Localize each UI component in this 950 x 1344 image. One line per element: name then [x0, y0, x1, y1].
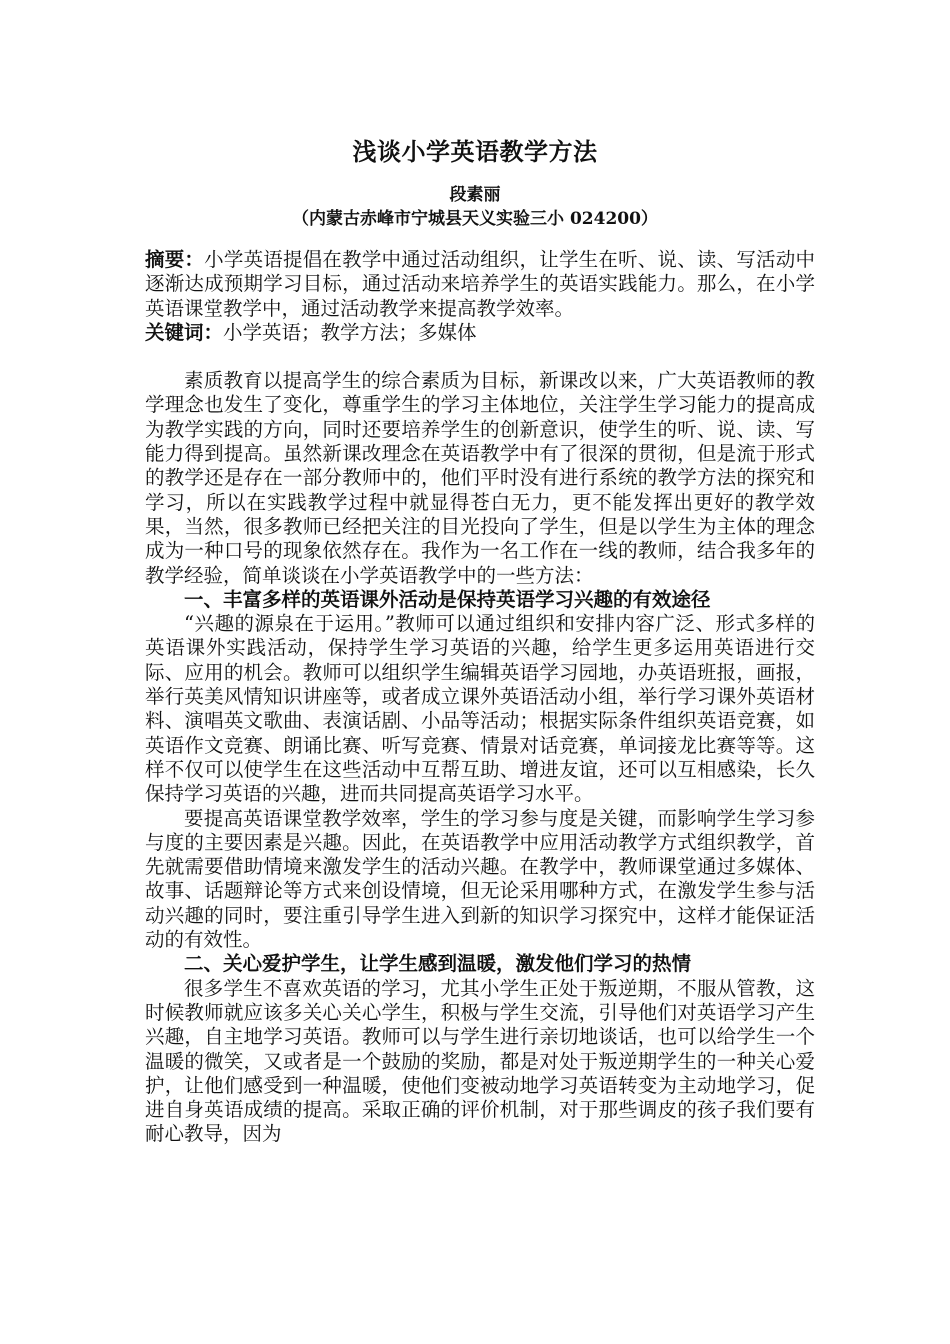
- section-heading-1: 一、丰富多样的英语课外活动是保持英语学习兴趣的有效途径: [184, 587, 711, 611]
- section2-paragraph-1: 很多学生不喜欢英语的学习，尤其小学生正处于叛逆期，不服从管教，这时候教师就应该多关心关心学生，积极与学生交流，引导他们对英语学习产生兴趣，自主地学习英语。教师可以与学生进行亲切地谈话，也可以给学生一个温暖的微笑，又或者是一个鼓励的奖励，都是对处于叛逆期学生的一种关心爱护，让他们感受到一种温暖，使他们变被动地学习英语转变为主动地学习，促进自身英语成绩的提高。采取正确的评价机制，对于那些调皮的孩子我们要有耐心教导，因为: [145, 976, 815, 1146]
- keywords-text: 小学英语；教学方法；多媒体: [223, 320, 477, 344]
- author-name: 段素丽: [449, 185, 501, 205]
- section1-paragraph-1: “兴趣的源泉在于运用。”教师可以通过组织和安排内容广泛、形式多样的英语课外实践活动，保持学生学习英语的兴趣，给学生更多运用英语进行交际、应用的机会。教师可以组织学生编辑英语学习园地，办英语班报，画报，举行英美风情知识讲座等，或者成立课外英语活动小组，举行学习课外英语材料、演唱英文歌曲、表演话剧、小品等活动；根据实际条件组织英语竞赛，如英语作文竞赛、朗诵比赛、听写竞赛、情景对话竞赛，单词接龙比赛等等。这样不仅可以使学生在这些活动中互帮互助、增进友谊，还可以互相感染，长久保持学习英语的兴趣，进而共同提高英语学习水平。: [145, 612, 815, 806]
- document-title: 浅谈小学英语教学方法: [352, 137, 598, 166]
- keywords: [145, 321, 815, 345]
- keywords-label: 关键词：: [145, 320, 224, 344]
- author-affiliation: （内蒙古赤峰市宁城县天义实验三小 024200）: [292, 209, 658, 229]
- section1-paragraph-2: 要提高英语课堂教学效率，学生的学习参与度是关键，而影响学生学习参与度的主要因素是兴趣。因此，在英语教学中应用活动教学方式组织教学，首先就需要借助情境来激发学生的活动兴趣。在教学中，教师课堂通过多媒体、故事、话题辩论等方式来创设情境，但无论采用哪种方式，在激发学生参与活动兴趣的同时，要注重引导学生进入到新的知识学习探究中，这样才能保证活动的有效性。: [145, 806, 815, 952]
- spacer: [145, 345, 815, 369]
- abstract-label: 摘要：: [145, 248, 205, 271]
- intro-paragraph: 素质教育以提高学生的综合素质为目标，新课改以来，广大英语教师的教学理念也发生了变化，尊重学生的学习主体地位，关注学生学习能力的提高成为教学实践的方向，同时还要培养学生的创新意识，使学生的听、说、读、写能力得到提高。虽然新课改理念在英语教学中有了很深的贯彻，但是流于形式的教学还是存在一部分教师中的，他们平时没有进行系统的教学方法的探究和学习，所以在实践教学过程中就显得苍白无力，更不能发挥出更好的教学效果，当然，很多教师已经把关注的目光投向了学生，但是以学生为主体的理念成为一种口号的现象依然存在。我作为一名工作在一线的教师，结合我多年的教学经验，简单谈谈在小学英语教学中的一些方法：: [145, 369, 815, 587]
- document-body: [145, 248, 815, 1147]
- abstract-text: 小学英语提倡在教学中通过活动组织，让学生在听、说、读、写活动中逐渐达成预期学习目标，通过活动来培养学生的英语实践能力。那么，在小学英语课堂教学中，通过活动教学来提高教学效率。: [145, 248, 815, 320]
- abstract: [145, 248, 815, 321]
- section-heading-2: 二、关心爱护学生，让学生感到温暖，激发他们学习的热情: [184, 952, 692, 976]
